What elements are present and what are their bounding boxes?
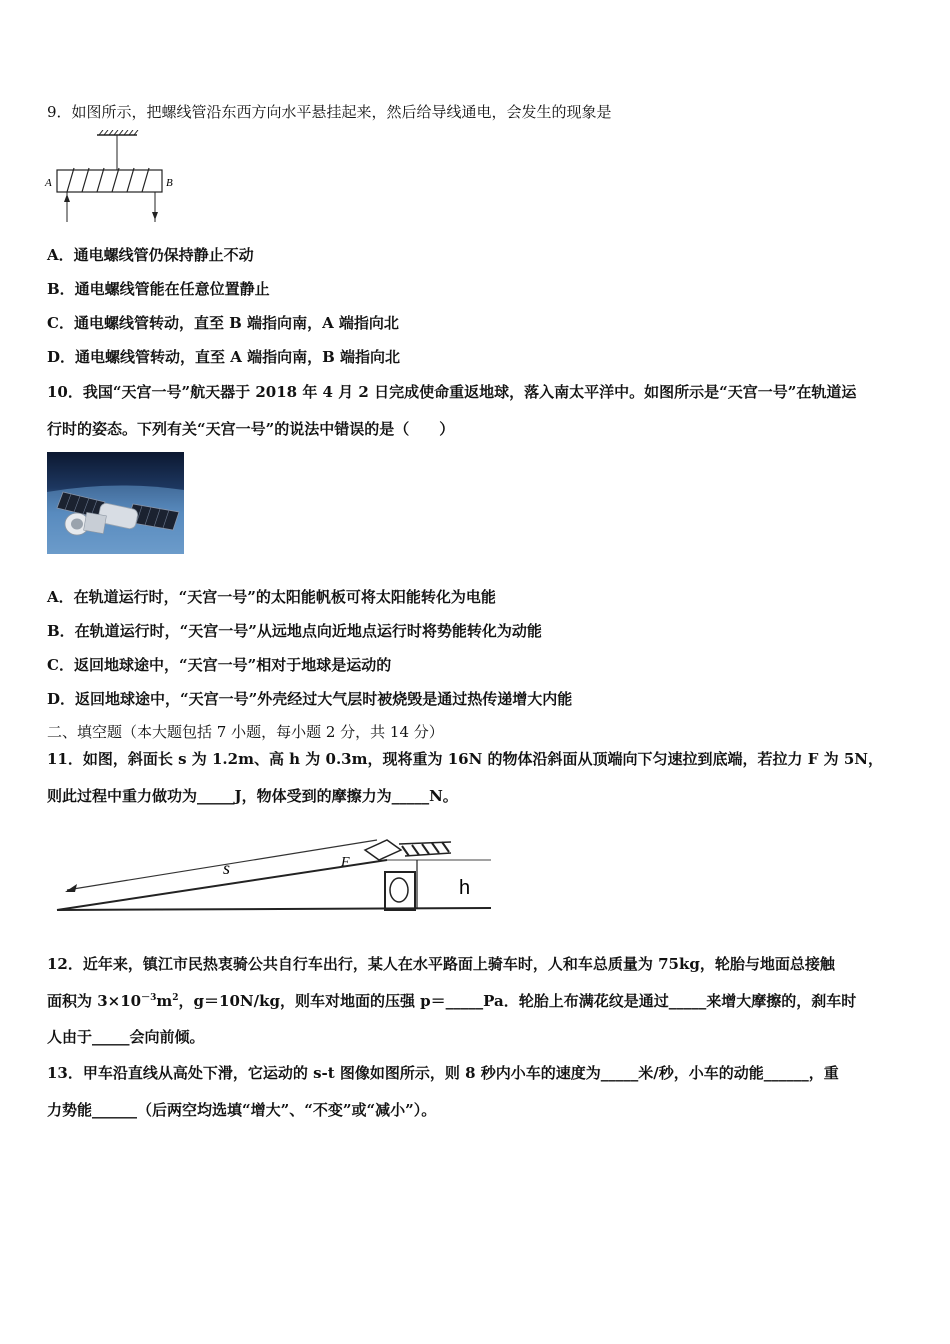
q9-option-a: A．通电螺线管仍保持静止不动 [47, 246, 254, 264]
q10-option-d: D．返回地球途中，“天宫一号”外壳经过大气层时被烧毁是通过热传递增大内能 [47, 690, 573, 708]
q10-stem-line2: 行时的姿态。下列有关“天宫一号”的说法中错误的是（ ） [47, 420, 455, 438]
q10-option-b: B．在轨道运行时，“天宫一号”从远地点向近地点运行时将势能转化为动能 [47, 622, 542, 640]
q9-option-b: B．通电螺线管能在任意位置静止 [47, 280, 270, 298]
label-s: s [223, 858, 231, 878]
q10-option-c: C．返回地球途中，“天宫一号”相对于地球是运动的 [47, 656, 392, 674]
q13-line1: 13．甲车沿直线从高处下滑，它运动的 s-t 图像如图所示，则 8 秒内小车的速度为_____米/秒，小车的动能______，重 [47, 1064, 839, 1082]
section2-heading: 二、填空题（本大题包括 7 小题，每小题 2 分，共 14 分） [47, 723, 444, 741]
q13-line2: 力势能______（后两空均选填“增大”、“不变”或“减小”）。 [47, 1101, 437, 1119]
q9-option-c: C．通电螺线管转动，直至 B 端指向南，A 端指向北 [47, 314, 399, 332]
q12-line2: 面积为 $3\times 10^{-3}m^2$，g＝10N/kg，则车对地面的压强 p＝_____Pa．轮胎上布满花纹是通过_____来增大摩擦的，刹车时 [47, 992, 857, 1010]
label-h: h [459, 877, 471, 899]
q10-stem-line1: 10．我国“天宫一号”航天器于 2018 年 4 月 2 日完成使命重返地球，落入南太平洋中。如图所示是“天宫一号”在轨道运 [47, 383, 857, 401]
q11-line1: 11．如图，斜面长 s 为 1.2m、高 h 为 0.3m，现将重为 16N 的物体沿斜面从顶端向下匀速拉到底端，若拉力 F 为 5N， [47, 750, 883, 768]
solenoid-figure [42, 130, 182, 225]
q11-line2: 则此过程中重力做功为_____J，物体受到的摩擦力为_____N。 [47, 787, 458, 805]
q9-stem: 9．如图所示，把螺线管沿东西方向水平悬挂起来，然后给导线通电，会发生的现象是 [47, 103, 612, 121]
label-a: A [45, 177, 52, 189]
q9-option-d: D．通电螺线管转动，直至 A 端指向南，B 端指向北 [47, 348, 400, 366]
q12-line3: 人由于_____会向前倾。 [47, 1028, 205, 1046]
tiangong-photo [47, 452, 184, 554]
incline-figure [47, 832, 497, 922]
label-b: B [166, 177, 173, 189]
q10-option-a: A．在轨道运行时，“天宫一号”的太阳能帆板可将太阳能转化为电能 [47, 588, 496, 606]
q12-line1: 12．近年来，镇江市民热衷骑公共自行车出行，某人在水平路面上骑车时，人和车总质量为 75kg，轮胎与地面总接触 [47, 955, 835, 973]
label-f: F [341, 855, 350, 870]
